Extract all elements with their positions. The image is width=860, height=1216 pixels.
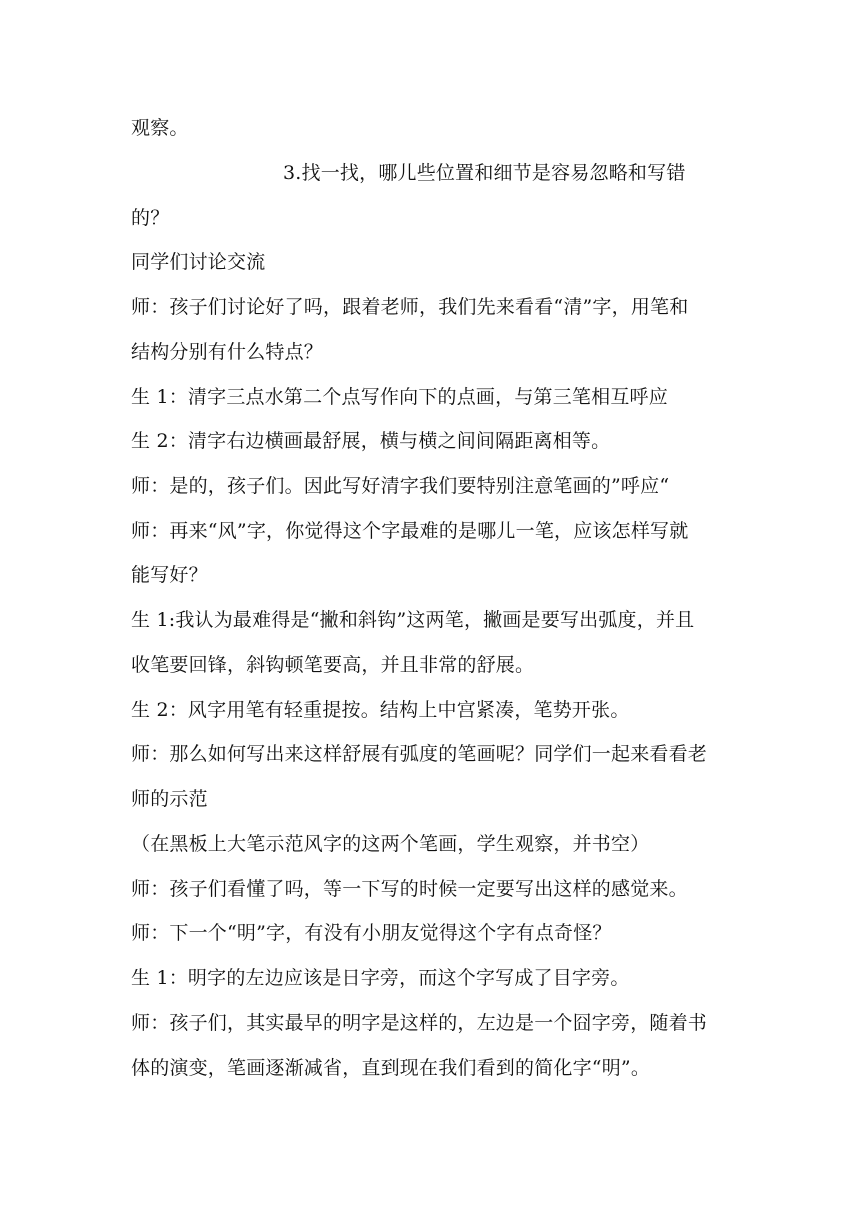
- text-line: 生 1:我认为最难得是“撇和斜钩”这两笔，撇画是要写出弧度，并且: [131, 609, 695, 631]
- text-line: 生 2：风字用笔有轻重提按。结构上中宫紧凑，笔势开张。: [131, 699, 630, 721]
- text-line: 师：那么如何写出来这样舒展有弧度的笔画呢？同学们一起来看看老: [131, 743, 708, 765]
- text-line: 的？: [131, 207, 170, 229]
- text-line: 体的演变，笔画逐渐减省，直到现在我们看到的简化字“明”。: [131, 1057, 651, 1079]
- text-line: 师的示范: [131, 788, 208, 810]
- text-line: 观察。: [131, 117, 189, 139]
- text-line: 师：下一个“明”字，有没有小朋友觉得这个字有点奇怪？: [131, 922, 612, 944]
- text-line: 师：再来“风”字，你觉得这个字最难的是哪儿一笔，应该怎样写就: [131, 520, 689, 542]
- text-line: 生 2：清字右边横画最舒展，横与横之间间隔距离相等。: [131, 430, 611, 452]
- text-line: 生 1：明字的左边应该是日字旁，而这个字写成了目字旁。: [131, 967, 630, 989]
- text-line: 师：孩子们，其实最早的明字是这样的，左边是一个囧字旁，随着书: [131, 1012, 708, 1034]
- text-line: 3.找一找，哪儿些位置和细节是容易忽略和写错: [283, 162, 686, 184]
- text-line: 收笔要回锋，斜钩顿笔要高，并且非常的舒展。: [131, 654, 535, 676]
- text-line: 师：孩子们看懂了吗，等一下写的时候一定要写出这样的感觉来。: [131, 878, 688, 900]
- text-line: 能写好？: [131, 564, 208, 586]
- text-line: 师：是的，孩子们。因此写好清字我们要特别注意笔画的”呼应“: [131, 475, 670, 497]
- text-line: 结构分别有什么特点？: [131, 341, 324, 363]
- text-line: （在黑板上大笔示范风字的这两个笔画，学生观察，并书空）: [131, 833, 650, 855]
- text-line: 同学们讨论交流: [131, 251, 266, 273]
- text-line: 生 1：清字三点水第二个点写作向下的点画，与第三笔相互呼应: [131, 386, 668, 408]
- text-line: 师：孩子们讨论好了吗，跟着老师，我们先来看看“清”字，用笔和: [131, 296, 689, 318]
